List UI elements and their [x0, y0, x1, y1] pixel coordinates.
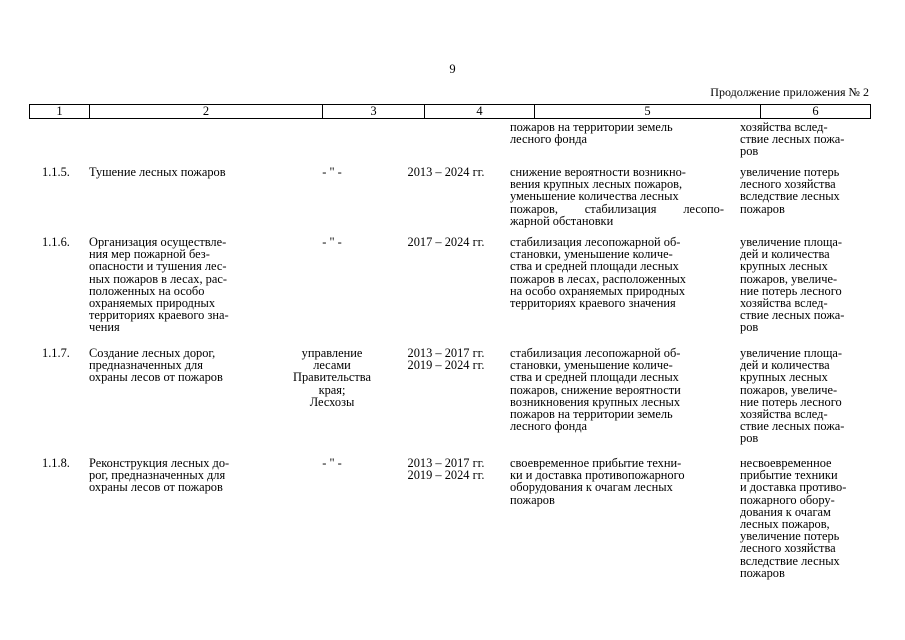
- text-line: прибытие техники: [740, 468, 838, 483]
- text-line: ных пожаров в лесах, рас-: [89, 271, 227, 286]
- text-line: чения: [89, 320, 120, 335]
- text-line: лесного хозяйства: [740, 541, 836, 556]
- text-line: 2019 – 2024 гг.: [407, 358, 485, 373]
- text-line: лесами: [313, 358, 351, 373]
- text-line: территориях краевого значения: [510, 296, 676, 311]
- text-line: управление: [301, 346, 363, 360]
- top-row-consequence: [740, 121, 870, 158]
- text-line: хозяйства вслед-: [740, 407, 828, 422]
- text-line: несвоевременное: [740, 456, 832, 470]
- text-line: пожаров, снижение вероятности: [510, 382, 681, 397]
- text-line: дования к очагам: [740, 504, 831, 519]
- text-line: лесных пожаров,: [740, 517, 830, 532]
- text-line: хозяйства вслед-: [740, 120, 828, 134]
- text-line: 2017 – 2024 гг.: [407, 235, 485, 249]
- column-header-5: 5: [535, 105, 761, 119]
- text-line: пожаров в лесах, расположенных: [510, 271, 687, 286]
- text-line: ства и средней площади лесных: [510, 259, 679, 274]
- text-line: пожаров: [510, 492, 555, 507]
- text-line: дей и количества: [740, 247, 830, 262]
- text-line: вследствие лесных: [740, 189, 840, 204]
- text-line: Создание лесных дорог,: [89, 346, 216, 360]
- row-period: [398, 457, 494, 481]
- text-line: ние потерь лесного: [740, 394, 842, 409]
- row-name: [89, 457, 263, 494]
- text-line: возникновения крупных лесных: [510, 394, 681, 409]
- text-line: ствие лесных пожа-: [740, 132, 845, 147]
- top-row-result: [510, 121, 724, 145]
- text-line: лесного хозяйства: [740, 177, 836, 192]
- text-line: лесного фонда: [510, 132, 588, 147]
- text-line: снижение вероятности возникно-: [510, 165, 686, 179]
- row-consequence: [740, 347, 870, 445]
- row-number: 1.1.6.: [42, 235, 70, 249]
- column-header-row: [29, 104, 871, 119]
- text-line: своевременное прибытие техни-: [510, 456, 682, 470]
- row-period: [398, 236, 494, 248]
- row-result: [510, 347, 724, 432]
- text-line: Организация осуществле-: [89, 235, 227, 249]
- row-consequence: [740, 166, 870, 215]
- text-line: стабилизация лесопожарной об-: [510, 235, 681, 249]
- text-line: ров: [740, 320, 759, 335]
- text-line: - " -: [322, 456, 342, 470]
- text-line: лесного фонда: [510, 419, 588, 434]
- text-line: вследствие лесных: [740, 553, 840, 568]
- text-line: дей и количества: [740, 358, 830, 373]
- text-line: предназначенных для: [89, 358, 203, 373]
- text-line: ствие лесных пожа-: [740, 308, 845, 323]
- row-number: 1.1.7.: [42, 346, 70, 360]
- text-line: Тушение лесных пожаров: [89, 165, 226, 179]
- row-period: [398, 166, 494, 178]
- text-line: 2013 – 2017 гг.: [407, 456, 485, 470]
- row-result: [510, 236, 724, 309]
- text-line: охраны лесов от пожаров: [89, 480, 223, 495]
- text-line: ние потерь лесного: [740, 283, 842, 298]
- text-line: 2013 – 2024 гг.: [407, 165, 485, 179]
- row-number: 1.1.8.: [42, 456, 70, 470]
- text-line: охраны лесов от пожаров: [89, 370, 223, 385]
- text-line: пожарного обору-: [740, 492, 835, 507]
- text-line: 2013 – 2017 гг.: [407, 346, 485, 360]
- row-number: 1.1.5.: [42, 165, 70, 179]
- row-executor: [283, 236, 381, 248]
- text-line: хозяйства вслед-: [740, 296, 828, 311]
- text-line: Лесхозы: [309, 394, 355, 409]
- text-line: ки и доставка противопожарного: [510, 468, 685, 483]
- text-line: пожаров на территории земель: [510, 120, 673, 134]
- column-header-3: 3: [323, 105, 425, 119]
- text-line: оборудования к очагам лесных: [510, 480, 673, 495]
- row-result: [510, 166, 724, 227]
- text-line: на особо охраняемых природных: [510, 283, 686, 298]
- text-line: жарной обстановки: [510, 213, 614, 228]
- text-line: вения крупных лесных пожаров,: [510, 177, 683, 192]
- column-header-1: 1: [30, 105, 90, 119]
- row-name: [89, 166, 263, 178]
- column-header-2: 2: [90, 105, 323, 119]
- text-line: увеличение потерь: [740, 165, 840, 179]
- text-line: увеличение площа-: [740, 235, 843, 249]
- text-line: и доставка противо-: [740, 480, 847, 495]
- column-header-4: 4: [425, 105, 535, 119]
- text-line: Правительства: [293, 370, 371, 385]
- text-line: крупных лесных: [740, 370, 828, 385]
- row-executor: [283, 347, 381, 408]
- text-line: увеличение потерь: [740, 529, 840, 544]
- row-executor: [283, 166, 381, 178]
- text-line: 2019 – 2024 гг.: [407, 468, 485, 483]
- text-line: - " -: [322, 165, 342, 179]
- text-line: края;: [318, 382, 346, 397]
- text-line: пожаров: [740, 565, 785, 580]
- row-name: [89, 347, 263, 384]
- text-line: стабилизация лесопожарной об-: [510, 346, 681, 360]
- text-line: становки, уменьшение количе-: [510, 358, 673, 373]
- row-consequence: [740, 457, 870, 579]
- row-executor: [283, 457, 381, 469]
- text-line: ров: [740, 431, 759, 446]
- text-line: становки, уменьшение количе-: [510, 247, 673, 262]
- text-line: пожаров: [740, 201, 785, 216]
- text-line: ния мер пожарной без-: [89, 247, 210, 262]
- text-line: ства и средней площади лесных: [510, 370, 679, 385]
- text-line: пожаров, увеличе-: [740, 271, 838, 286]
- text-line: пожаров, увеличе-: [740, 382, 838, 397]
- text-line: опасности и тушения лес-: [89, 259, 227, 274]
- column-header-6: 6: [761, 105, 871, 119]
- row-result: [510, 457, 724, 506]
- text-line: Реконструкция лесных до-: [89, 456, 230, 470]
- row-period: [398, 347, 494, 371]
- text-line: - " -: [322, 235, 342, 249]
- text-line: пожаров, стабилизация лесопо-: [510, 201, 724, 216]
- row-consequence: [740, 236, 870, 334]
- text-line: рог, предназначенных для: [89, 468, 226, 483]
- text-line: крупных лесных: [740, 259, 828, 274]
- text-line: ров: [740, 144, 759, 159]
- page-number: 9: [449, 62, 456, 76]
- continuation-label: Продолжение приложения № 2: [710, 85, 869, 99]
- row-name: [89, 236, 263, 334]
- text-line: территориях краевого зна-: [89, 308, 229, 323]
- text-line: уменьшение количества лесных: [510, 189, 679, 204]
- text-line: увеличение площа-: [740, 346, 843, 360]
- text-line: ствие лесных пожа-: [740, 419, 845, 434]
- text-line: охраняемых природных: [89, 296, 216, 311]
- text-line: положенных на особо: [89, 283, 205, 298]
- text-line: пожаров на территории земель: [510, 407, 673, 422]
